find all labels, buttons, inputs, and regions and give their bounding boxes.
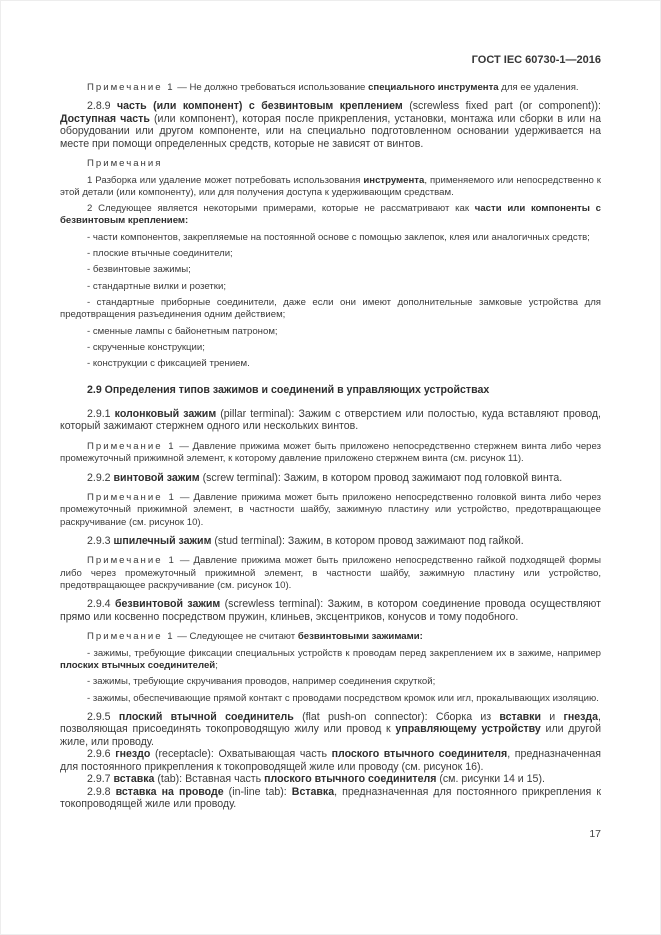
page-number: 17 [589,827,601,840]
note-2-9-2: Примечание 1 — Давление прижима может быть приложено непосредственно головкой винта либо через промежуточный прижимной элемент, в частности шайбу, зажимную пластину или устройство, предотвращающее раскручивание (см. рисунок 10). [60,492,601,528]
example-item: - сменные лампы с байонетным патроном; [87,325,278,337]
clause-2-9-5: 2.9.5 плоский втычной соединитель (flat push-on connector): Сборка из вставки и гнезда, позволяющая присоединять токопроводящую жилу или провод к управляющему устройству или другой жиле, или проводу. [60,710,601,748]
exclusion-item: - зажимы, обеспечивающие прямой контакт с проводами посредством кромок или игл, прокалывающих изоляцию. [87,692,599,704]
example-item: - скрученные конструкции; [87,341,205,353]
clause-2-8-9: 2.8.9 часть (или компонент) с безвинтовым креплением (screwless fixed part (or component)): Доступная часть (или компонент), которая после прикрепления, установки, монтажа или сборки в или на оборудовании или другом компоненте, или на специально подготовленном основании удерживается на месте при помощи определенных средств, которые не зависят от винтов. [60,100,601,150]
document-header: ГОСТ IEC 60730-1—2016 [471,54,601,66]
notes-label: Примечания [87,158,163,170]
exclusion-item: - зажимы, требующие скручивания проводов, например соединения скруткой; [87,676,436,688]
clause-2-9-6: 2.9.6 гнездо (receptacle): Охватывающая часть плоского втычного соединителя, предназначенная для постоянного прикрепления к токопроводящей жиле или проводу (см. рисунок 16). [60,748,601,773]
note-special-tool: Примечание 1 — Не должно требоваться использование специального инструмента для ее удаления. [87,82,579,93]
example-item: - конструкции с фиксацией трением. [87,358,250,370]
note-2-9-4: Примечание 1 — Следующее не считают безвинтовыми зажимами: [87,631,423,643]
clause-2-9-3: 2.9.3 шпилечный зажим (stud terminal): Зажим, в котором провод зажимают под гайкой. [87,534,524,547]
note-item-1: 1 Разборка или удаление может потребовать использования инструмента, применяемого или непосредственно к этой детали (или компоненту), или для получения доступа к удерживающим средствам. [60,174,602,198]
example-item: - стандартные приборные соединители, даже если они имеют дополнительные замковые устройства для предотвращения разъединения одним действием; [60,296,601,321]
exclusion-item: - зажимы, требующие фиксации специальных устройств к проводам перед закреплением их в зажиме, например плоских втычных соединителей; [60,647,601,671]
note-item-2: 2 Следующее является некоторыми примерами, которые не рассматривают как части или компоненты с безвинтовым креплением: [60,203,601,227]
example-item: - безвинтовые зажимы; [87,264,191,276]
clause-2-9-1: 2.9.1 колонковый зажим (pillar terminal): Зажим с отверстием или полостью, куда вставляют провод, который зажимают стержнем одного или нескольких винтов. [60,407,601,433]
clause-2-9-7: 2.9.7 вставка (tab): Вставная часть плоского втычного соединителя (см. рисунки 14 и 15). [87,773,545,786]
note-2-9-3: Примечание 1 — Давление прижима может быть приложено непосредственно гайкой подходящей формы либо через промежуточный прижимной элемент, в частности шайбу, зажимную пластину или устройство, предотвращающее раскручивание (см. рисунок 10). [60,555,602,592]
example-item: - стандартные вилки и розетки; [87,280,227,292]
clause-2-9-8: 2.9.8 вставка на проводе (in-line tab): Вставка, предназначенная для постоянного прикрепления к токопроводящей жиле или проводу. [60,785,601,811]
note-2-9-1: Примечание 1 — Давление прижима может быть приложено непосредственно стержнем винта либо через промежуточный прижимной элемент, к которому давление приложено стержнем винта (см. рисунок 11). [60,440,602,465]
example-item: - плоские втычные соединители; [87,248,233,260]
clause-2-9-4: 2.9.4 безвинтовой зажим (screwless terminal): Зажим, в котором соединение провода осуществляют прямо или косвенно посредством пружин, клиньев, эксцентриков, конусов и тому подобного. [60,598,601,623]
section-heading-2-9: 2.9 Определения типов зажимов и соединений в управляющих устройствах [87,384,490,397]
document-body [60,82,601,811]
example-item: - части компонентов, закрепляемые на постоянной основе с помощью заклепок, клея или аналогичных средств; [87,231,590,243]
clause-2-9-2: 2.9.2 винтовой зажим (screw terminal): Зажим, в котором провод зажимают под головкой винта. [87,471,563,484]
